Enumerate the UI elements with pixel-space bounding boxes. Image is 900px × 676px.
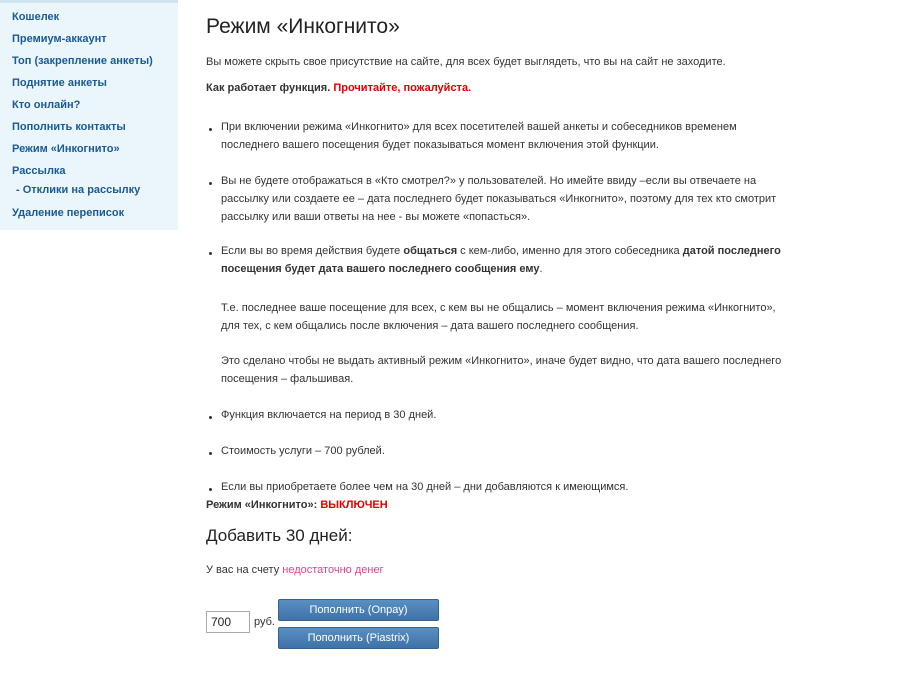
bullet-3-text-b: общаться xyxy=(403,245,458,257)
sidebar-item-top[interactable]: Топ (закрепление анкеты) xyxy=(12,55,153,67)
bullet-1-line-1: При включении режима «Инкогнито» для всех посетителей вашей анкеты и собеседников временем xyxy=(221,121,737,133)
sidebar xyxy=(0,0,178,230)
bullet-3-text-d: датой последнего xyxy=(682,245,781,257)
bullet-2-line-3: рассылку или ваши ответы на нее - вы можете «попасться». xyxy=(221,211,531,223)
bullet xyxy=(209,488,212,491)
amount-input[interactable] xyxy=(206,611,250,633)
currency-label: руб. xyxy=(254,616,275,628)
page-title: Режим «Инкогнито» xyxy=(206,15,400,38)
status-badge: ВЫКЛЮЧЕН xyxy=(320,499,388,511)
bullet-3-line-2 xyxy=(221,263,543,275)
bullet-3-text-e: посещения будет дата вашего последнего сообщения ему xyxy=(221,263,540,275)
explanation-2-line-1: Это сделано чтобы не выдать активный режим «Инкогнито», иначе будет видно, что дата вашего последнего xyxy=(221,355,782,367)
status-label: Режим «Инкогнито»: xyxy=(206,499,318,511)
bullet xyxy=(209,416,212,419)
explanation-1-line-1: Т.е. последнее ваше посещение для всех, с кем вы не общались – момент включения режима «Инкогнито», xyxy=(221,302,776,314)
explanation-2-line-2: посещения – фальшивая. xyxy=(221,373,354,385)
balance-text xyxy=(206,564,384,576)
bullet-2-line-2: рассылку или создаете ее – дата последнего будет показываться «Инкогнито», поэтому для тех кто смотрит xyxy=(221,193,777,205)
read-please: Прочитайте, пожалуйста. xyxy=(333,82,472,94)
sidebar-item-raise[interactable]: Поднятие анкеты xyxy=(12,77,107,89)
sidebar-item-wallet[interactable]: Кошелек xyxy=(12,11,60,23)
how-label: Как работает функция. xyxy=(206,82,331,94)
incognito-status xyxy=(206,499,388,511)
sidebar-item-delete-chats[interactable]: Удаление переписок xyxy=(12,207,125,219)
balance-prefix: У вас на счету xyxy=(206,564,280,576)
bullet-3-line-1 xyxy=(221,245,781,257)
sidebar-item-mailing-replies[interactable]: - Отклики на рассылку xyxy=(16,184,141,196)
bullet-2-line-1: Вы не будете отображаться в «Кто смотрел?» у пользователей. Но имейте ввиду –если вы отвечаете на xyxy=(221,175,757,187)
bullet-3-text-a: Если вы во время действия будете xyxy=(221,245,401,257)
bullet-4: Функция включается на период в 30 дней. xyxy=(221,409,437,421)
explanation-1-line-2: для тех, с кем общались после включения – дата вашего последнего сообщения. xyxy=(221,320,639,332)
sidebar-item-who-online[interactable]: Кто онлайн? xyxy=(12,99,81,111)
bullet xyxy=(209,452,212,455)
bullet-6: Если вы приобретаете более чем на 30 дней – дни добавляются к имеющимся. xyxy=(221,481,629,493)
add-days-title: Добавить 30 дней: xyxy=(206,526,353,545)
bullet-5: Стоимость услуги – 700 рублей. xyxy=(221,445,385,457)
bullet xyxy=(209,128,212,131)
bullet xyxy=(209,182,212,185)
sidebar-item-contacts[interactable]: Пополнить контакты xyxy=(12,121,126,133)
how-it-works xyxy=(206,82,471,94)
sidebar-item-mailing[interactable]: Рассылка xyxy=(12,165,66,177)
bullet xyxy=(209,252,212,255)
topup-piastrix-button[interactable]: Пополнить (Piastrix) xyxy=(278,627,439,649)
bullet-1-line-2: последнего вашего посещения будет показываться момент включения этой функции. xyxy=(221,139,659,151)
sidebar-item-premium[interactable]: Премиум-аккаунт xyxy=(12,33,107,45)
bullet-3-text-f: . xyxy=(539,263,543,275)
sidebar-item-incognito[interactable]: Режим «Инкогнито» xyxy=(12,143,120,155)
insufficient-funds-link[interactable]: недостаточно денег xyxy=(282,564,384,576)
topup-onpay-button[interactable]: Пополнить (Onpay) xyxy=(278,599,439,621)
intro-text: Вы можете скрыть свое присутствие на сайте, для всех будет выглядеть, что вы на сайт не заходите. xyxy=(206,56,726,68)
bullet-3-text-c: с кем-либо, именно для этого собеседника xyxy=(460,245,680,257)
